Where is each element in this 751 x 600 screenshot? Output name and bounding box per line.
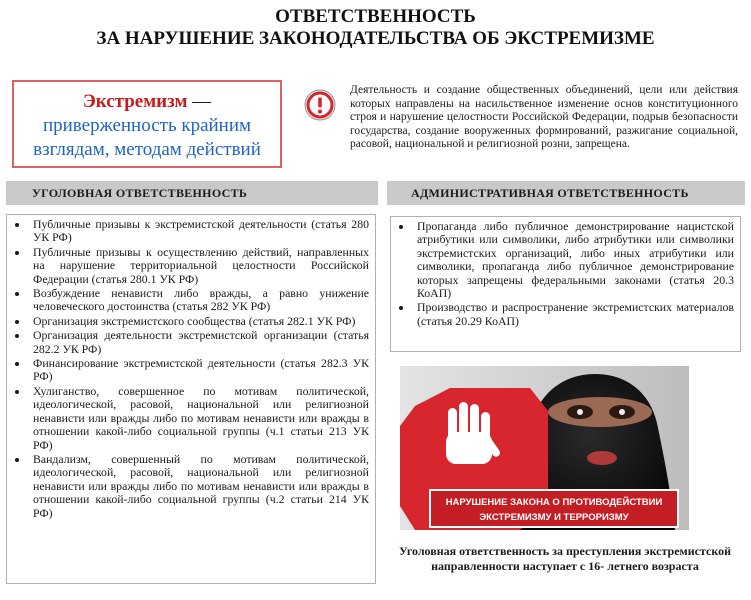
definition-text: приверженность крайним взглядам, методам действий [33, 115, 261, 160]
title-line-1: ОТВЕТСТВЕННОСТЬ [275, 6, 476, 27]
criminal-list-box [6, 214, 376, 584]
title-line-2: ЗА НАРУШЕНИЕ ЗАКОНОДАТЕЛЬСТВА ОБ ЭКСТРЕМИЗМЕ [96, 28, 655, 49]
criminal-item: • Хулиганство, совершенное по мотивам политической, идеологической, расовой, национальной или религиозной ненависти или вражды либо по мотивам ненависти или вражды в отношении какой-либо социальной группы (ч.1 статьи 213 УК РФ) [29, 385, 369, 452]
criminal-item: • Вандализм, совершенный по мотивам политической, идеологической, расовой, национальной или религиозной ненависти или вражды либо по мотивам ненависти или вражды в отношении какой-либо социальной группы (ч.2 статьи 214 УК РФ) [29, 453, 369, 520]
criminal-item: • Организация деятельности экстремистской организации (статья 282.2 УК РФ) [29, 329, 369, 356]
administrative-item: • Пропаганда либо публичное демонстрирование нацистской атрибутики или символики, либо атрибутики или символики экстремистских организаций, либо иных атрибутики или символики, пропаганда либо публичное демонстрирование которых запрещены федеральными законами (статья 20.3 КоАП) [413, 220, 734, 300]
criminal-item: • Публичные призывы к осуществлению действий, направленных на нарушение территориальной целостности Российской Федерации (статья 280.1 УК РФ) [29, 246, 369, 286]
administrative-list [395, 220, 734, 328]
criminal-list [11, 218, 369, 520]
criminal-item: • Финансирование экстремистской деятельности (статья 282.3 УК РФ) [29, 357, 369, 384]
definition-box [12, 80, 282, 168]
criminal-item: • Организация экстремистского сообщества (статья 282.1 УК РФ) [29, 315, 369, 328]
poster-image [400, 366, 689, 530]
age-caption: Уголовная ответственность за преступления экстремистской направленности наступает с 16- летнего возраста [399, 544, 731, 573]
criminal-header: УГОЛОВНАЯ ОТВЕТСТВЕННОСТЬ [6, 181, 378, 205]
administrative-item: • Производство и распространение экстремистских материалов (статья 20.29 КоАП) [413, 301, 734, 328]
criminal-item: • Публичные призывы к экстремистской деятельности (статья 280 УК РФ) [29, 218, 369, 245]
poster-illustration [400, 366, 689, 530]
page-title [0, 6, 751, 50]
warning-banner [430, 490, 678, 527]
administrative-header: АДМИНИСТРАТИВНАЯ ОТВЕТСТВЕННОСТЬ [387, 181, 745, 205]
definition-dash: — [187, 91, 212, 112]
banner-line-2: ЭКСТРЕМИЗМУ И ТЕРРОРИЗМУ [479, 512, 629, 523]
definition-term: Экстремизм [82, 91, 188, 112]
banner-line-1: НАРУШЕНИЕ ЗАКОНА О ПРОТИВОДЕЙСТВИИ [445, 497, 663, 508]
administrative-list-box [390, 216, 741, 352]
criminal-item: • Возбуждение ненависти либо вражды, а равно унижение человеческого достоинства (статья 282 УК РФ) [29, 287, 369, 314]
intro-text: Деятельность и создание общественных объединений, цели или действия которых направлены на насильственное изменение основ конституционного строя и нарушение целостности Российской Федерации, подрыв безопасности государства, создание вооруженных формирований, разжигание социальной, расовой, национальной и религиозной розни, запрещена. [350, 84, 738, 151]
warning-icon [304, 89, 336, 121]
